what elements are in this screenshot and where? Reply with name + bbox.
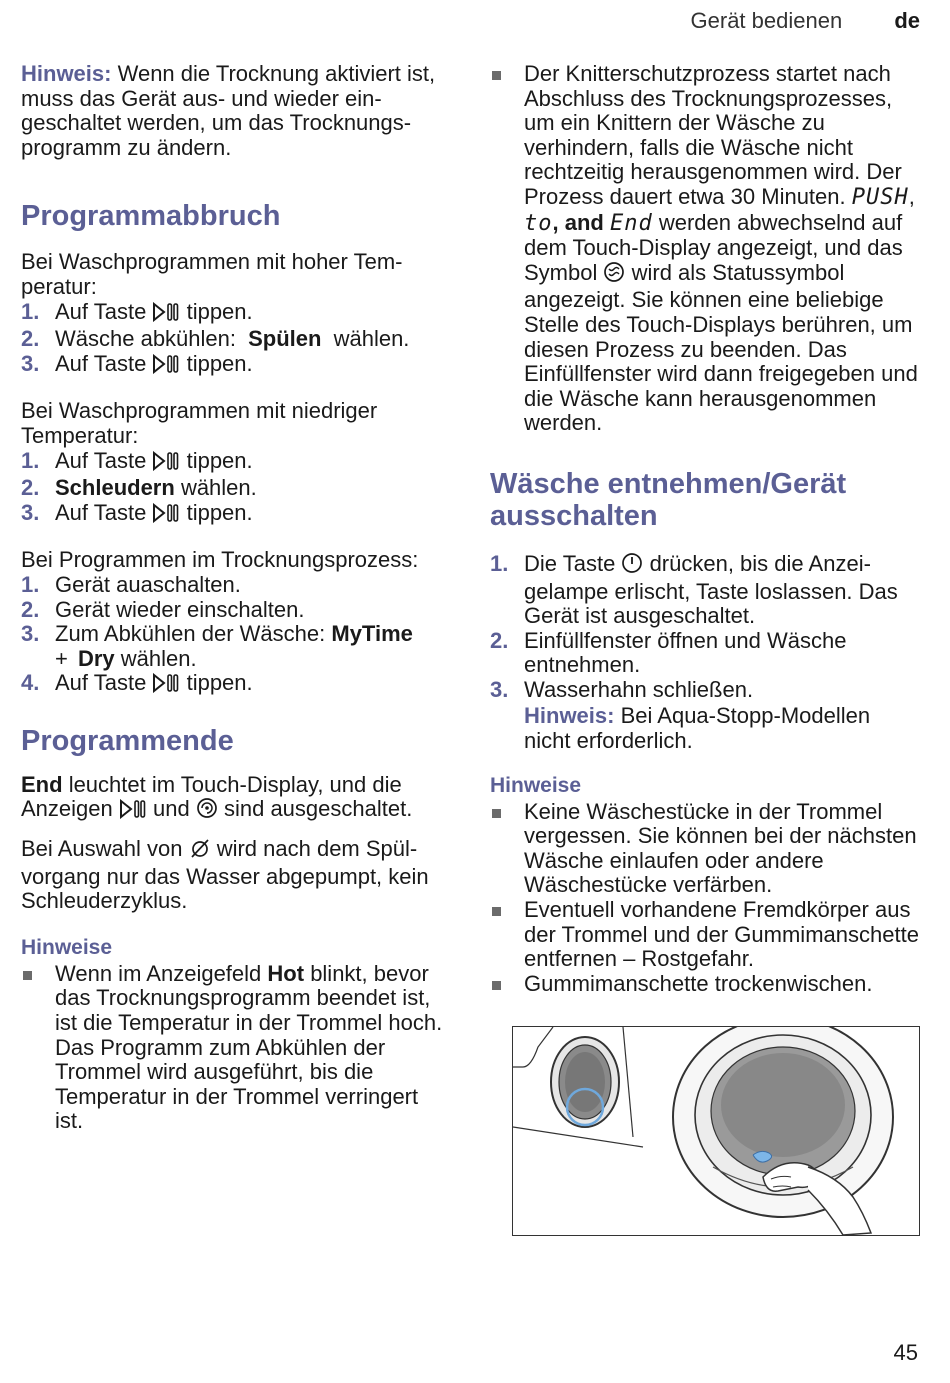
start-pause-icon — [152, 302, 180, 328]
list-item — [21, 352, 451, 380]
note-text: Gummimanschette trockenwischen. — [524, 970, 873, 996]
start-pause-icon — [152, 503, 180, 529]
section-title: Gerät bedienen — [690, 8, 843, 33]
list-item — [21, 327, 451, 352]
notes-heading: Hinweise — [490, 773, 582, 797]
start-pause-icon — [152, 451, 180, 477]
display-text-to: to — [524, 210, 553, 236]
start-pause-icon — [152, 673, 180, 699]
list-item — [21, 501, 451, 529]
step-text: Auf Taste — [55, 670, 147, 696]
step-note — [524, 704, 920, 753]
step-text: tippen. — [186, 447, 253, 473]
page-number: 45 — [893, 1340, 918, 1365]
list-item — [21, 962, 451, 1134]
step-number: 2. — [21, 326, 40, 352]
step-text: Zum Abkühlen der Wäsche: — [55, 621, 326, 647]
remove-heading: Wäsche entnehmen/Gerät ausschalten — [490, 467, 847, 532]
step-text: tippen. — [186, 499, 253, 525]
step-text: Auf Taste — [55, 499, 147, 525]
list-item — [21, 598, 451, 623]
bullet-square-icon — [492, 71, 501, 80]
step-number: 1. — [21, 571, 40, 597]
note-label: Hinweis: — [21, 61, 112, 86]
low-temp-steps — [21, 449, 451, 529]
step-number: 2. — [490, 627, 509, 653]
left-column — [21, 62, 451, 1134]
note-label: Hinweis: — [524, 703, 615, 729]
end-paragraph — [21, 773, 451, 825]
step-number: 3. — [490, 676, 509, 702]
language-code: de — [894, 8, 920, 33]
paragraph-text: sind ausgeschaltet. — [223, 796, 413, 822]
start-pause-icon — [152, 354, 180, 380]
list-item — [21, 573, 451, 598]
step-text: drücken, bis die Anzeigelampe erlischt, Taste loslassen. Das Gerät ist ausgeschaltet. — [524, 550, 898, 629]
step-number: 4. — [21, 670, 40, 696]
list-item — [490, 629, 920, 678]
bullet-square-icon — [492, 981, 501, 990]
bullet-square-icon — [492, 907, 501, 916]
high-temp-steps — [21, 300, 451, 380]
list-item — [21, 476, 451, 501]
step-text: Wäsche abkühlen: — [55, 326, 236, 352]
note-text: Wenn im Anzeigefeld — [55, 960, 262, 986]
step-number: 3. — [21, 350, 40, 376]
list-item — [21, 300, 451, 328]
paragraph-text: wird nach dem Spülvorgang nur das Wasser abgepumpt, kein Schleuderzyklus. — [21, 836, 429, 914]
display-keyword: Hot — [267, 960, 305, 986]
abort-heading: Programmabbruch — [21, 200, 281, 233]
paragraph-text: und — [153, 796, 190, 822]
program-name: Spülen — [248, 326, 322, 352]
start-pause-icon — [119, 799, 147, 825]
step-number: 3. — [21, 621, 40, 647]
program-name: Schleudern — [55, 475, 175, 501]
step-text: Einfüllfenster öffnen und Wäsche entnehmen. — [524, 627, 847, 678]
dry-steps — [21, 573, 451, 699]
step-text: wählen. — [333, 326, 410, 352]
paragraph-text: Der Knitterschutzprozess startet nach Abschluss des Trocknungsprozesses, um ein Knittern der Wäsche zu verhindern, falls die Wäsche nicht rechtzeitig herausgenommen wird. Der Prozess dauert etwa 30 Minuten. — [524, 61, 902, 209]
paragraph-text: wird als Statussymbol angezeigt. Sie können eine beliebige Stelle des Touch-Displays berühren, um diesen Prozess zu beenden. Das Einfüllfenster wird dann freigegeben und die Wäsche kann herausgenommen werden. — [524, 259, 918, 436]
power-icon — [621, 552, 643, 580]
note-text: Keine Wäschestücke in der Trommel vergessen. Sie können bei der nächsten Wäsche einlaufen oder andere Wäschestücke verfärben. — [524, 798, 917, 898]
paragraph-text: Bei Auswahl von — [21, 836, 183, 862]
washer-door-illustration — [512, 1026, 920, 1236]
note-text: blinkt, bevor das Trocknungsprogramm beendet ist, ist die Temperatur in der Trommel hoch. Das Programm zum Abkühlen der Trommel wird ausgeführt, bis die Temperatur in der Trommel verringert ist. — [55, 960, 443, 1134]
bullet-square-icon — [23, 971, 32, 980]
drum-clean-icon — [196, 797, 218, 825]
step-number: 2. — [21, 596, 40, 622]
plus-sign: + — [55, 645, 68, 671]
dry-intro: Bei Programmen im Trocknungsprozess: — [21, 547, 419, 573]
paragraph-text: werden abwechselnd auf dem Touch-Display angezeigt, und das Symbol — [524, 209, 903, 285]
remove-steps — [490, 552, 920, 754]
list-item — [21, 671, 451, 699]
display-text-push: PUSH — [851, 184, 909, 210]
program-name: MyTime — [331, 621, 413, 647]
step-number: 3. — [21, 499, 40, 525]
display-text-end: End — [609, 210, 653, 236]
drying-note — [21, 62, 451, 160]
step-number: 2. — [21, 475, 40, 501]
step-number: 1. — [21, 447, 40, 473]
step-text: Auf Taste — [55, 447, 147, 473]
step-text: wählen. — [180, 475, 257, 501]
rinse-paragraph — [21, 837, 451, 914]
notes-heading: Hinweise — [21, 935, 113, 959]
step-number: 1. — [21, 298, 40, 324]
step-text: tippen. — [186, 298, 253, 324]
and-text: , and — [552, 209, 604, 235]
step-text: wählen. — [120, 645, 197, 671]
list-item — [490, 898, 920, 972]
step-text: Gerät wieder einschalten. — [55, 596, 305, 622]
notes-list — [21, 962, 451, 1134]
step-text: Gerät auaschalten. — [55, 571, 241, 597]
list-item — [21, 449, 451, 477]
end-keyword: End — [21, 771, 63, 797]
step-text: Die Taste — [524, 550, 616, 576]
low-temp-intro: Bei Waschprogrammen mit niedriger Temperatur: — [21, 398, 378, 448]
notes-list — [490, 800, 920, 997]
paragraph-text: leuchtet im Touch-Display, und die Anzeigen — [21, 771, 402, 822]
crease-list — [490, 62, 920, 436]
list-item — [490, 552, 920, 629]
crease-guard-icon — [603, 261, 625, 289]
list-item — [490, 800, 920, 898]
list-item — [490, 972, 920, 997]
separator: , — [908, 183, 915, 209]
high-temp-intro: Bei Waschprogrammen mit hoher Temperatur: — [21, 249, 403, 299]
list-item — [490, 62, 920, 436]
step-text: tippen. — [186, 350, 253, 376]
note-text: Bei Aqua-Stopp-Modellen nicht erforderlich. — [524, 703, 871, 754]
page-header — [691, 8, 920, 34]
note-text: Wenn die Trocknung aktiviert ist, muss das Gerät aus- und wieder eingeschaltet werden, um das Trocknungsprogramm zu ändern. — [21, 61, 436, 160]
no-spin-icon — [189, 837, 211, 865]
bullet-square-icon — [492, 809, 501, 818]
step-text: Wasserhahn schließen. — [524, 676, 754, 702]
step-text: Auf Taste — [55, 350, 147, 376]
right-column — [490, 62, 920, 996]
illustration-svg — [513, 1027, 919, 1235]
step-number: 1. — [490, 550, 509, 576]
list-item — [21, 622, 451, 671]
step-text: tippen. — [186, 670, 253, 696]
step-text: Auf Taste — [55, 298, 147, 324]
note-text: Eventuell vorhandene Fremdkörper aus der Trommel und der Gummimanschette entfernen – Rostgefahr. — [524, 897, 919, 972]
list-item — [490, 678, 920, 754]
program-name: Dry — [77, 645, 115, 671]
end-heading: Programmende — [21, 724, 234, 757]
